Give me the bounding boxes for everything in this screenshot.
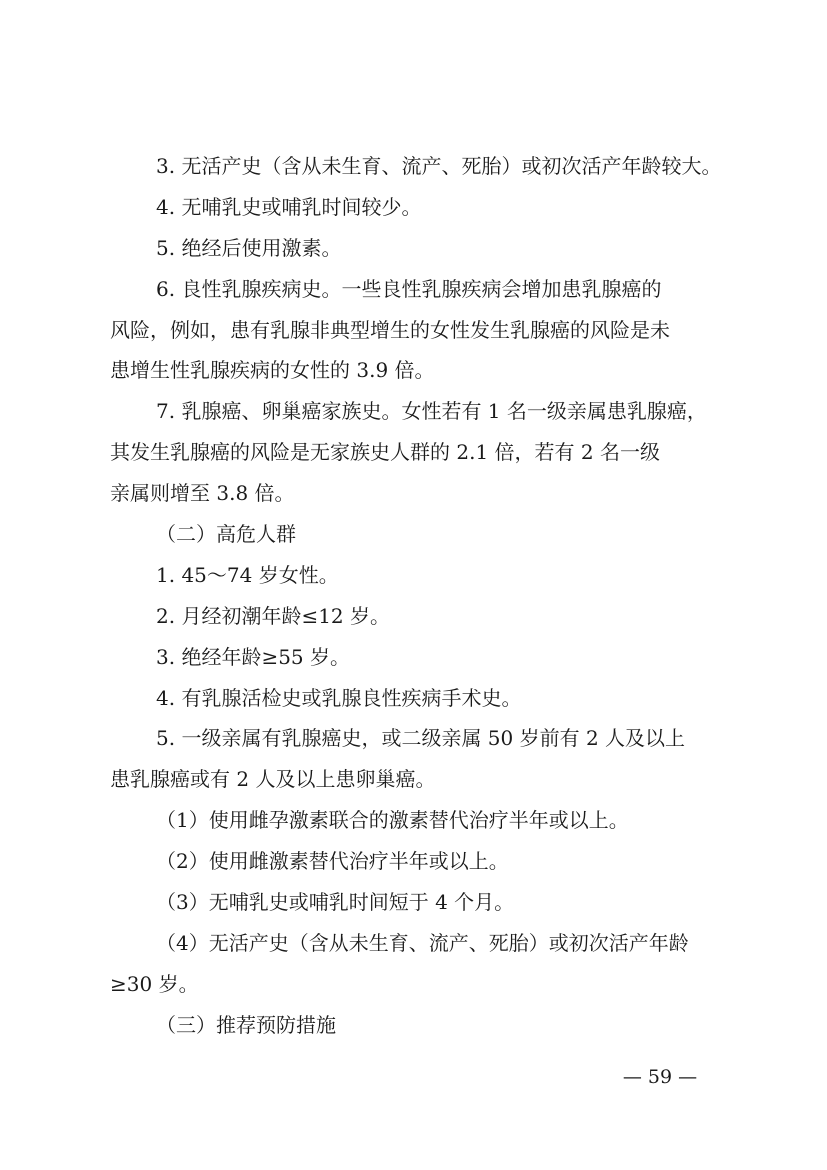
text-line-sub-item-4-cont: ≥30 岁。 — [110, 971, 199, 996]
text-line-high-risk-5-start: 5. 一级亲属有乳腺癌史，或二级亲属 50 岁前有 2 人及以上 — [156, 726, 686, 751]
text-line-high-risk-5-cont: 患乳腺癌或有 2 人及以上患卵巢癌。 — [110, 767, 436, 792]
text-line-sub-item-1: （1）使用雌孕激素联合的激素替代治疗半年或以上。 — [156, 808, 629, 833]
section-heading-prevention: （三）推荐预防措施 — [156, 1012, 336, 1037]
text-line-sub-item-3: （3）无哺乳史或哺乳时间短于 4 个月。 — [156, 890, 515, 915]
text-line-risk-7-cont-1: 其发生乳腺癌的风险是无家族史人群的 2.1 倍，若有 2 名一级 — [110, 440, 660, 465]
text-line-sub-item-4-start: （4）无活产史（含从未生育、流产、死胎）或初次活产年龄 — [156, 930, 689, 955]
text-line-high-risk-2: 2. 月经初潮年龄≤12 岁。 — [156, 603, 391, 628]
text-line-risk-6-cont-1: 风险，例如，患有乳腺非典型增生的女性发生乳腺癌的风险是未 — [110, 317, 670, 342]
text-line-risk-4: 4. 无哺乳史或哺乳时间较少。 — [156, 194, 422, 219]
text-line-risk-7-cont-2: 亲属则增至 3.8 倍。 — [110, 481, 295, 506]
text-line-sub-item-2: （2）使用雌激素替代治疗半年或以上。 — [156, 849, 509, 874]
document-body — [110, 146, 728, 1046]
section-heading-high-risk: （二）高危人群 — [156, 522, 296, 547]
text-line-risk-3: 3. 无活产史（含从未生育、流产、死胎）或初次活产年龄较大。 — [156, 154, 722, 178]
text-line-risk-5: 5. 绝经后使用激素。 — [156, 235, 342, 260]
text-line-high-risk-4: 4. 有乳腺活检史或乳腺良性疾病手术史。 — [156, 685, 522, 710]
text-line-risk-7-start: 7. 乳腺癌、卵巢癌家族史。女性若有 1 名一级亲属患乳腺癌， — [156, 399, 707, 424]
text-line-high-risk-3: 3. 绝经年龄≥55 岁。 — [156, 644, 351, 669]
text-line-risk-6-cont-2: 患增生性乳腺疾病的女性的 3.9 倍。 — [110, 358, 435, 383]
text-line-risk-6-start: 6. 良性乳腺疾病史。一些良性乳腺疾病会增加患乳腺癌的 — [156, 276, 662, 301]
text-line-high-risk-1: 1. 45～74 岁女性。 — [156, 562, 339, 587]
page-number: — 59 — — [622, 1066, 698, 1088]
